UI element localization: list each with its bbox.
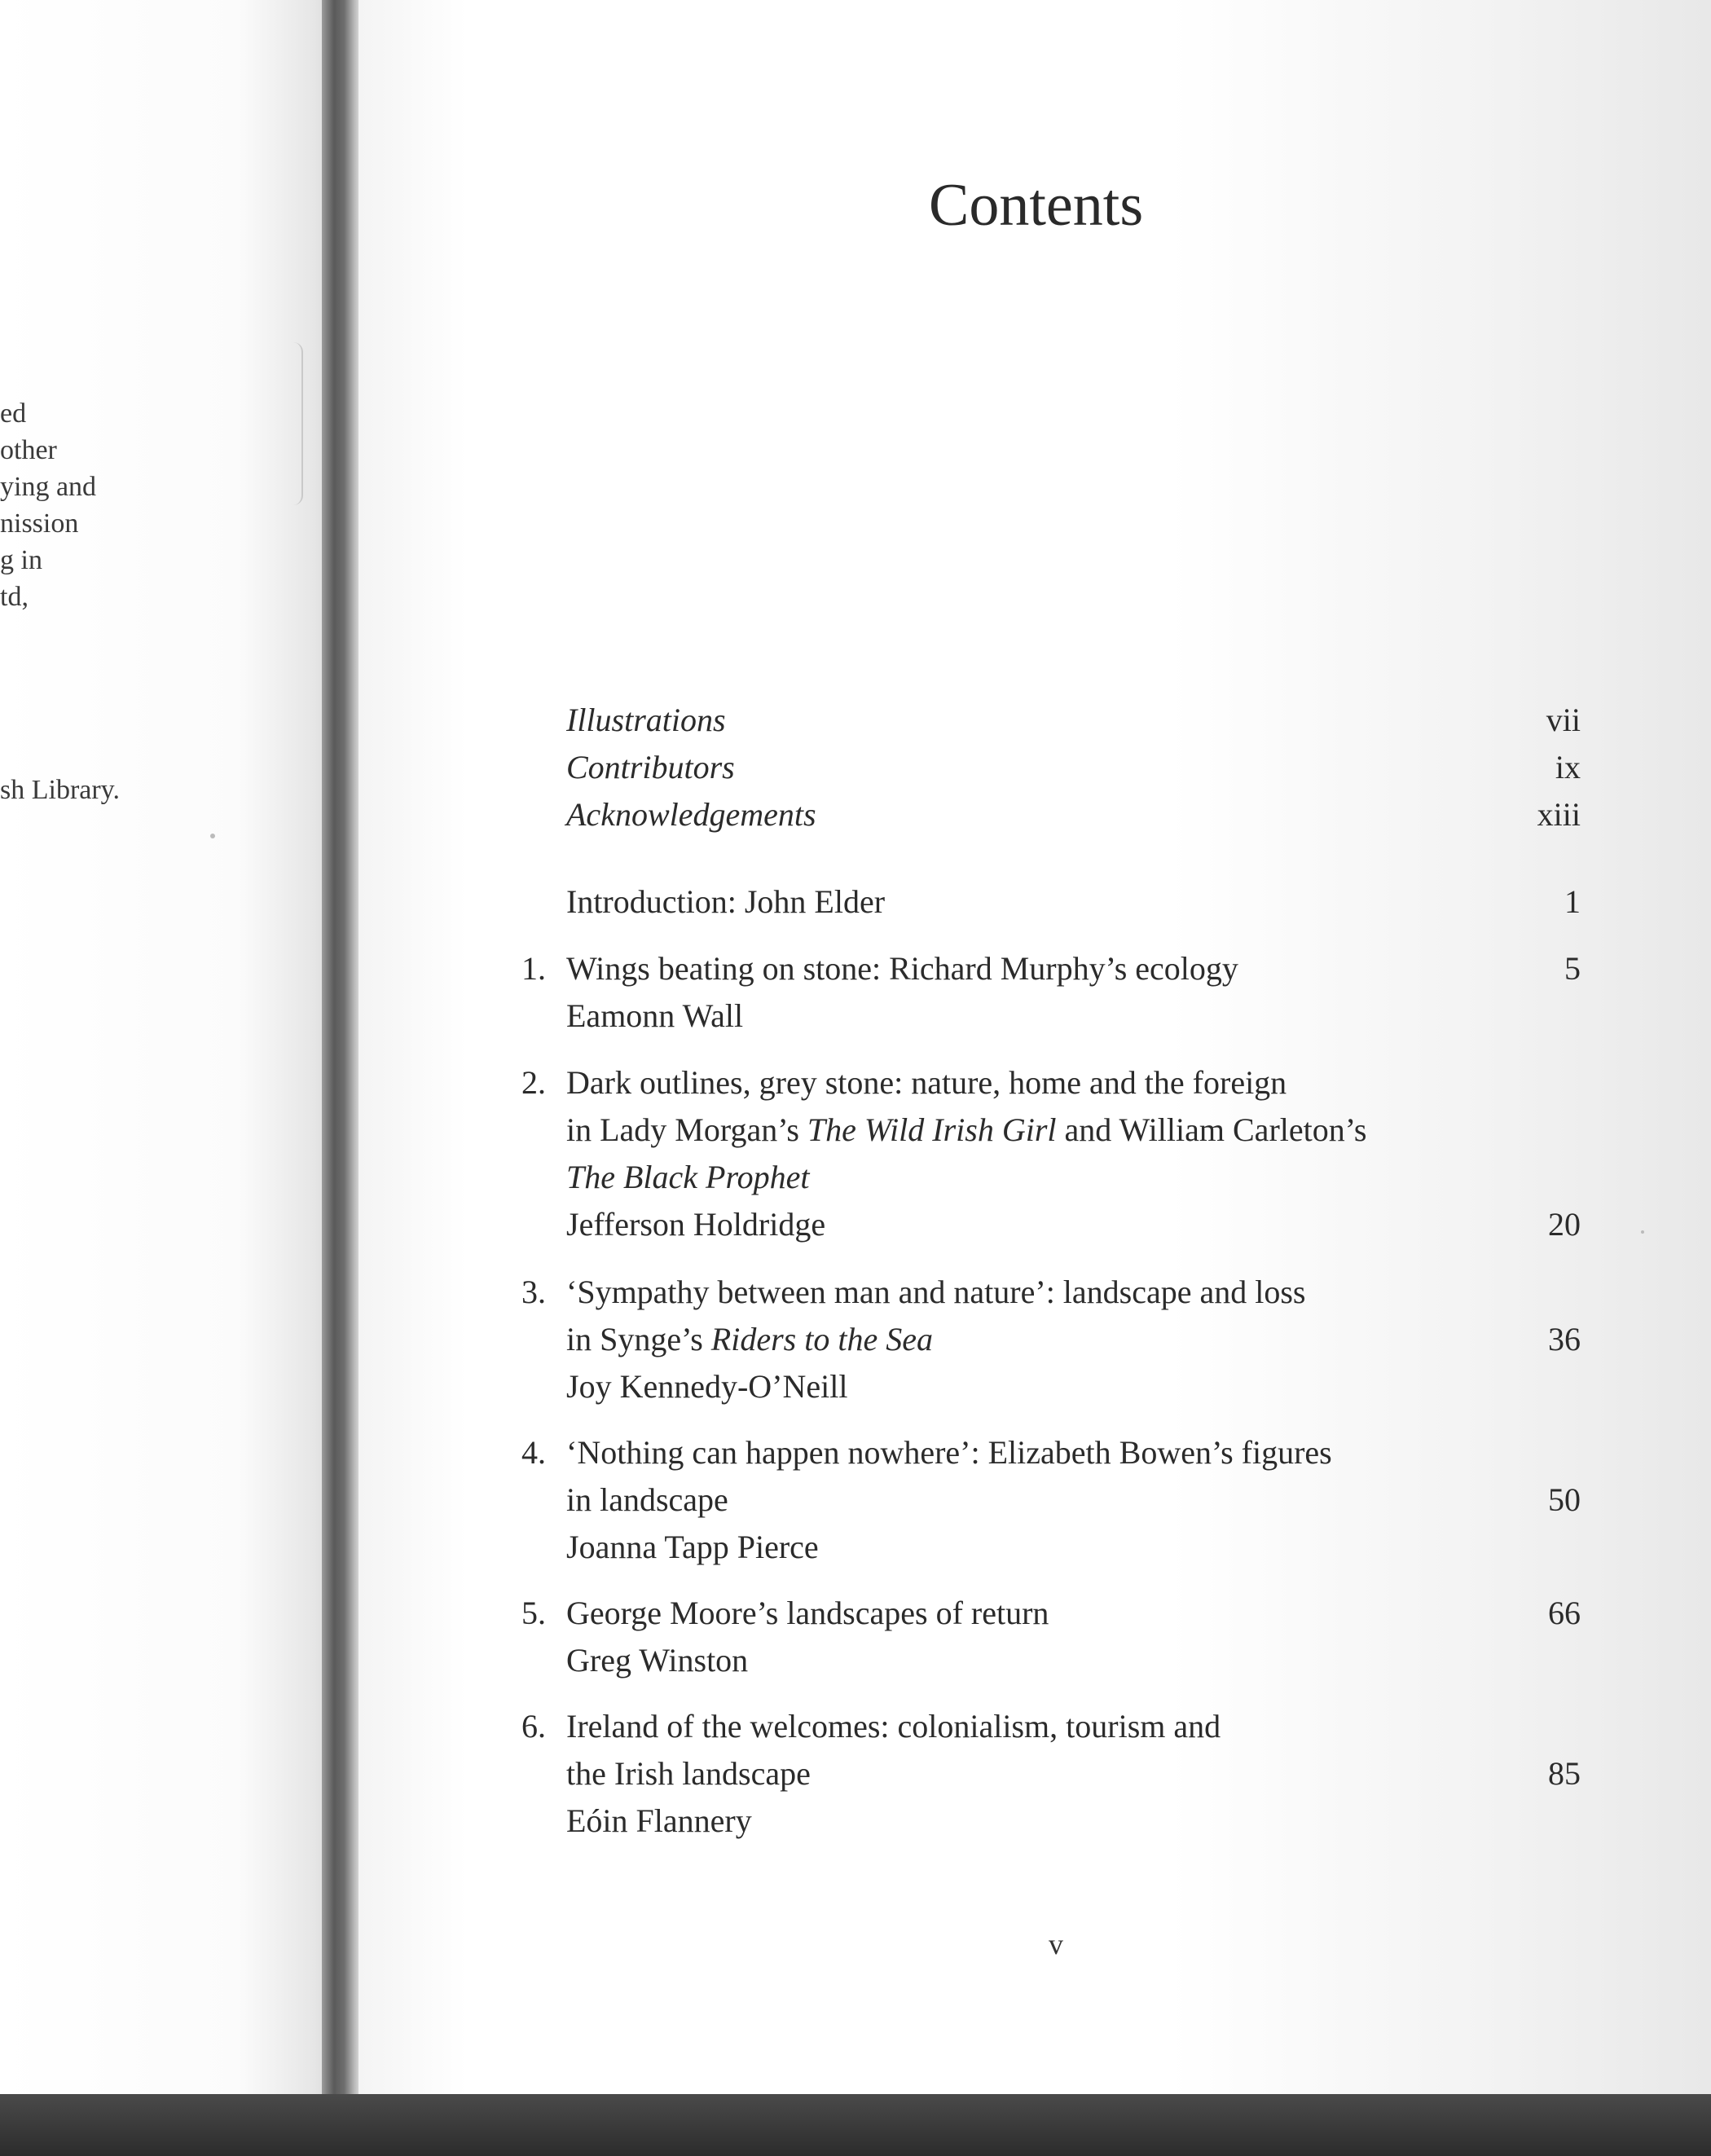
chapter-author: Greg Winston [566, 1642, 749, 1679]
chapter-title-line: Ireland of the welcomes: colonialism, tourism and [566, 1708, 1221, 1745]
chapter-number: 4. [521, 1434, 546, 1471]
chapter-title-line [566, 1107, 1462, 1154]
chapter-author: Joy Kennedy-O’Neill [566, 1368, 848, 1405]
chapter-title-line: Wings beating on stone: Richard Murphy’s ecology [566, 950, 1238, 987]
title-part: and William Carleton’s [1056, 1111, 1367, 1148]
chapter-text [566, 1590, 1462, 1684]
page-title: Contents [929, 172, 1144, 239]
left-page-line: sh Library. [0, 775, 120, 805]
chapter-title-line: The Black Prophet [566, 1159, 810, 1195]
left-page-line: ying and [0, 472, 97, 502]
paper-speck [1641, 1230, 1644, 1234]
chapter-title-line: George Moore’s landscapes of return [566, 1595, 1049, 1631]
title-part: in Lady Morgan’s [566, 1111, 807, 1148]
chapter-author: Joanna Tapp Pierce [566, 1529, 819, 1565]
chapter-author: Jefferson Holdridge [566, 1206, 826, 1243]
left-page-line: ed [0, 398, 27, 429]
chapter-title-line: ‘Sympathy between man and nature’: landscape and loss [566, 1274, 1306, 1310]
chapter-text [566, 1429, 1462, 1571]
chapter-author: Eamonn Wall [566, 997, 744, 1034]
paper-speck [210, 834, 215, 838]
left-page-line: nission [0, 508, 79, 539]
left-page-line: g in [0, 545, 42, 575]
toc-entry-title: Illustrations [566, 702, 726, 738]
toc-entry-title: Introduction: John Elder [566, 883, 886, 920]
chapter-text [566, 945, 1462, 1040]
chapter-title-line [566, 1316, 1462, 1363]
page-curve-shadow [293, 342, 303, 505]
toc-entry-title: Contributors [566, 749, 735, 785]
chapter-title-line: Dark outlines, grey stone: nature, home and the foreign [566, 1064, 1287, 1101]
chapter-page: 36 [1548, 1321, 1581, 1357]
chapter-number: 5. [521, 1595, 546, 1631]
title-part-italic: Riders to the Sea [710, 1321, 933, 1357]
title-part-italic: The Wild Irish Girl [807, 1111, 1057, 1148]
title-part: in Synge’s [566, 1321, 711, 1357]
chapter-page: 20 [1548, 1206, 1581, 1243]
chapter-author: Eóin Flannery [566, 1802, 752, 1839]
chapter-number: 3. [521, 1274, 546, 1310]
toc-entry-title: Acknowledgements [566, 796, 816, 833]
chapter-page: 5 [1564, 950, 1581, 987]
chapter-page: 66 [1548, 1595, 1581, 1631]
left-page-line: other [0, 435, 57, 465]
chapter-title-line: in landscape [566, 1481, 728, 1518]
chapter-title-line: the Irish landscape [566, 1755, 811, 1792]
left-page-line: td, [0, 582, 29, 612]
toc-entry-page: 1 [1564, 883, 1581, 920]
chapter-text [566, 1269, 1462, 1410]
scanner-bed-edge [0, 2094, 1711, 2156]
chapter-text [566, 1059, 1462, 1248]
book-binding-gutter [322, 0, 363, 2094]
page-number: v [1049, 1928, 1063, 1960]
chapter-number: 6. [521, 1708, 546, 1745]
toc-entry-page: ix [1555, 749, 1581, 785]
chapter-page: 85 [1548, 1755, 1581, 1792]
chapter-number: 2. [521, 1064, 546, 1101]
toc-entry-page: xiii [1537, 796, 1581, 833]
left-facing-page [0, 0, 342, 2094]
chapter-page: 50 [1548, 1481, 1581, 1518]
chapter-title-line: ‘Nothing can happen nowhere’: Elizabeth Bowen’s figures [566, 1434, 1332, 1471]
chapter-number: 1. [521, 950, 546, 987]
chapter-text [566, 1703, 1462, 1845]
toc-entry-page: vii [1546, 702, 1581, 738]
